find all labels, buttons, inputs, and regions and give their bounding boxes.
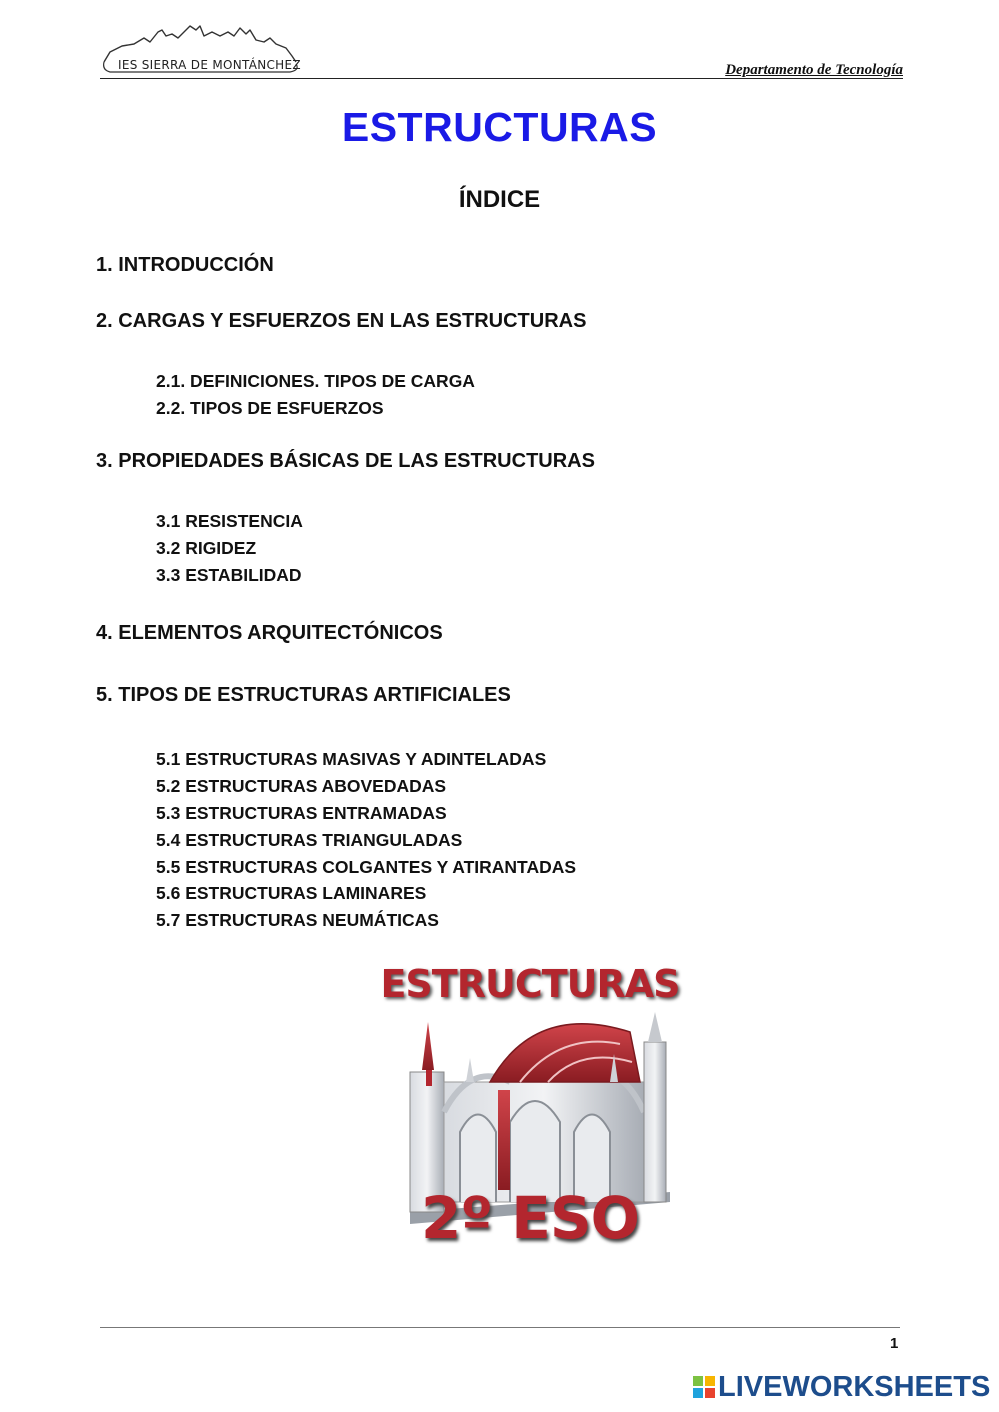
subsection-5-1: 5.1 ESTRUCTURAS MASIVAS Y ADINTELADAS <box>156 749 547 769</box>
section-3: 3. PROPIEDADES BÁSICAS DE LAS ESTRUCTURAS <box>96 450 595 472</box>
subsection-3-3: 3.3 ESTABILIDAD <box>156 565 302 585</box>
section-4: 4. ELEMENTOS ARQUITECTÓNICOS <box>96 622 443 644</box>
liveworksheets-logo-icon <box>692 1375 716 1399</box>
subsection-2-1: 2.1. DEFINICIONES. TIPOS DE CARGA <box>156 371 475 391</box>
page-title: ESTRUCTURAS <box>341 104 658 150</box>
index-heading: ÍNDICE <box>458 186 541 213</box>
subsection-5-7: 5.7 ESTRUCTURAS NEUMÁTICAS <box>156 910 439 930</box>
header-divider <box>100 78 903 79</box>
subsection-5-3: 5.3 ESTRUCTURAS ENTRAMADAS <box>156 803 447 823</box>
cover-grade: 2º ESO <box>421 1184 639 1252</box>
subsection-5-5: 5.5 ESTRUCTURAS COLGANTES Y ATIRANTADAS <box>156 857 577 877</box>
department-label: Departamento de Tecnología <box>725 62 903 78</box>
cover-illustration <box>370 962 690 1254</box>
subsection-3-2: 3.2 RIGIDEZ <box>156 538 257 558</box>
subsection-5-2: 5.2 ESTRUCTURAS ABOVEDADAS <box>156 776 447 796</box>
subsection-3-1: 3.1 RESISTENCIA <box>156 511 303 531</box>
page-number: 1 <box>890 1335 899 1352</box>
section-5: 5. TIPOS DE ESTRUCTURAS ARTIFICIALES <box>96 684 511 706</box>
liveworksheets-brand-text: LIVEWORKSHEETS <box>718 1371 991 1403</box>
subsection-2-2: 2.2. TIPOS DE ESFUERZOS <box>156 398 384 418</box>
subsection-5-4: 5.4 ESTRUCTURAS TRIANGULADAS <box>156 830 463 850</box>
school-logo-text: IES SIERRA DE MONTÁNCHEZ <box>118 58 301 72</box>
subsection-5-6: 5.6 ESTRUCTURAS LAMINARES <box>156 883 427 903</box>
footer-divider <box>100 1327 900 1328</box>
school-logo <box>100 22 305 78</box>
section-1: 1. INTRODUCCIÓN <box>96 254 274 276</box>
cover-title: ESTRUCTURAS <box>380 962 680 1006</box>
section-2: 2. CARGAS Y ESFUERZOS EN LAS ESTRUCTURAS <box>96 310 587 332</box>
